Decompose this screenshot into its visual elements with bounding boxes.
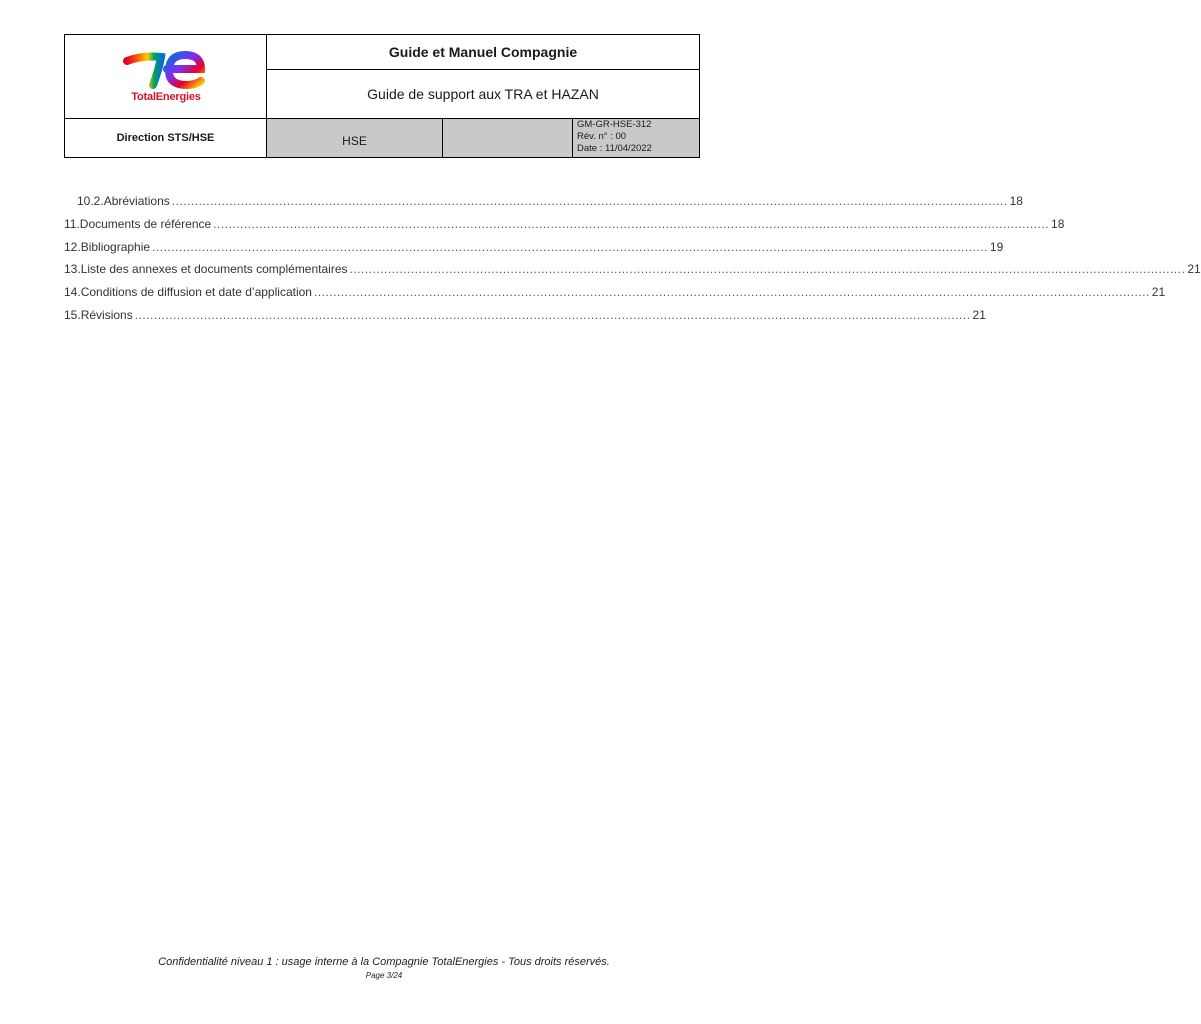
confidentiality-notice: Confidentialité niveau 1 : usage interne à la Compagnie TotalEnergies - Tous droits réservés. xyxy=(158,956,610,968)
table-of-contents xyxy=(64,194,1201,331)
toc-entry-page: 18 xyxy=(1009,194,1023,208)
toc-entry-title: Révisions xyxy=(80,307,133,322)
toc-entry[interactable] xyxy=(64,307,986,331)
toc-entry[interactable] xyxy=(64,239,1004,263)
toc-entry-page: 21 xyxy=(1151,285,1166,300)
toc-leader-dots: .......................................................................................................................................................................................................................... xyxy=(171,194,1008,208)
logo-cell xyxy=(65,35,267,119)
toc-entry-page: 21 xyxy=(1187,262,1201,277)
totalenergies-logo-icon xyxy=(123,49,209,89)
toc-entry-number: 14. xyxy=(64,285,81,300)
toc-entry-page: 19 xyxy=(989,239,1004,254)
toc-entry-number: 10.2. xyxy=(77,194,104,208)
reference-code: GM-GR-HSE-312 xyxy=(577,119,652,130)
toc-leader-dots: .......................................................................................................................................................................................................................... xyxy=(213,216,1050,231)
toc-entry-title: Abréviations xyxy=(103,194,170,208)
toc-leader-dots: .......................................................................................................................................................................................................................... xyxy=(152,239,988,254)
toc-entry-page: 18 xyxy=(1051,216,1065,231)
document-subtitle: Guide de support aux TRA et HAZAN xyxy=(267,70,699,119)
toc-entry[interactable] xyxy=(64,194,1023,217)
page-number: Page 3/24 xyxy=(365,971,403,980)
blank-cell xyxy=(443,119,573,157)
domain-label: HSE xyxy=(267,119,443,157)
toc-entry-number: 13. xyxy=(64,262,81,277)
toc-entry-title: Bibliographie xyxy=(80,239,151,254)
toc-leader-dots: .......................................................................................................................................................................................................................... xyxy=(134,307,971,322)
toc-entry-title: Documents de référence xyxy=(79,216,212,231)
logo-wordmark: TotalEnergies xyxy=(131,91,201,103)
toc-entry-title: Liste des annexes et documents complémentaires xyxy=(80,262,348,277)
toc-entry[interactable] xyxy=(64,285,1166,308)
toc-entry-number: 11. xyxy=(64,216,80,231)
direction-label: Direction STS/HSE xyxy=(65,119,267,157)
toc-leader-dots: .......................................................................................................................................................................................................................... xyxy=(313,285,1150,300)
toc-entry[interactable] xyxy=(64,262,1201,285)
toc-entry[interactable] xyxy=(64,216,1065,240)
document-reference xyxy=(573,119,699,157)
revision-number: Rév. n° : 00 xyxy=(577,131,627,142)
toc-entry-number: 15. xyxy=(64,307,81,322)
toc-entry-title: Conditions de diffusion et date d’application xyxy=(80,285,312,300)
toc-leader-dots: .......................................................................................................................................................................................................................... xyxy=(349,262,1186,277)
document-title: Guide et Manuel Compagnie xyxy=(267,35,699,70)
document-date: Date : 11/04/2022 xyxy=(577,143,652,154)
toc-entry-page: 21 xyxy=(972,307,986,322)
document-header xyxy=(64,34,700,158)
toc-entry-number: 12. xyxy=(64,239,81,254)
